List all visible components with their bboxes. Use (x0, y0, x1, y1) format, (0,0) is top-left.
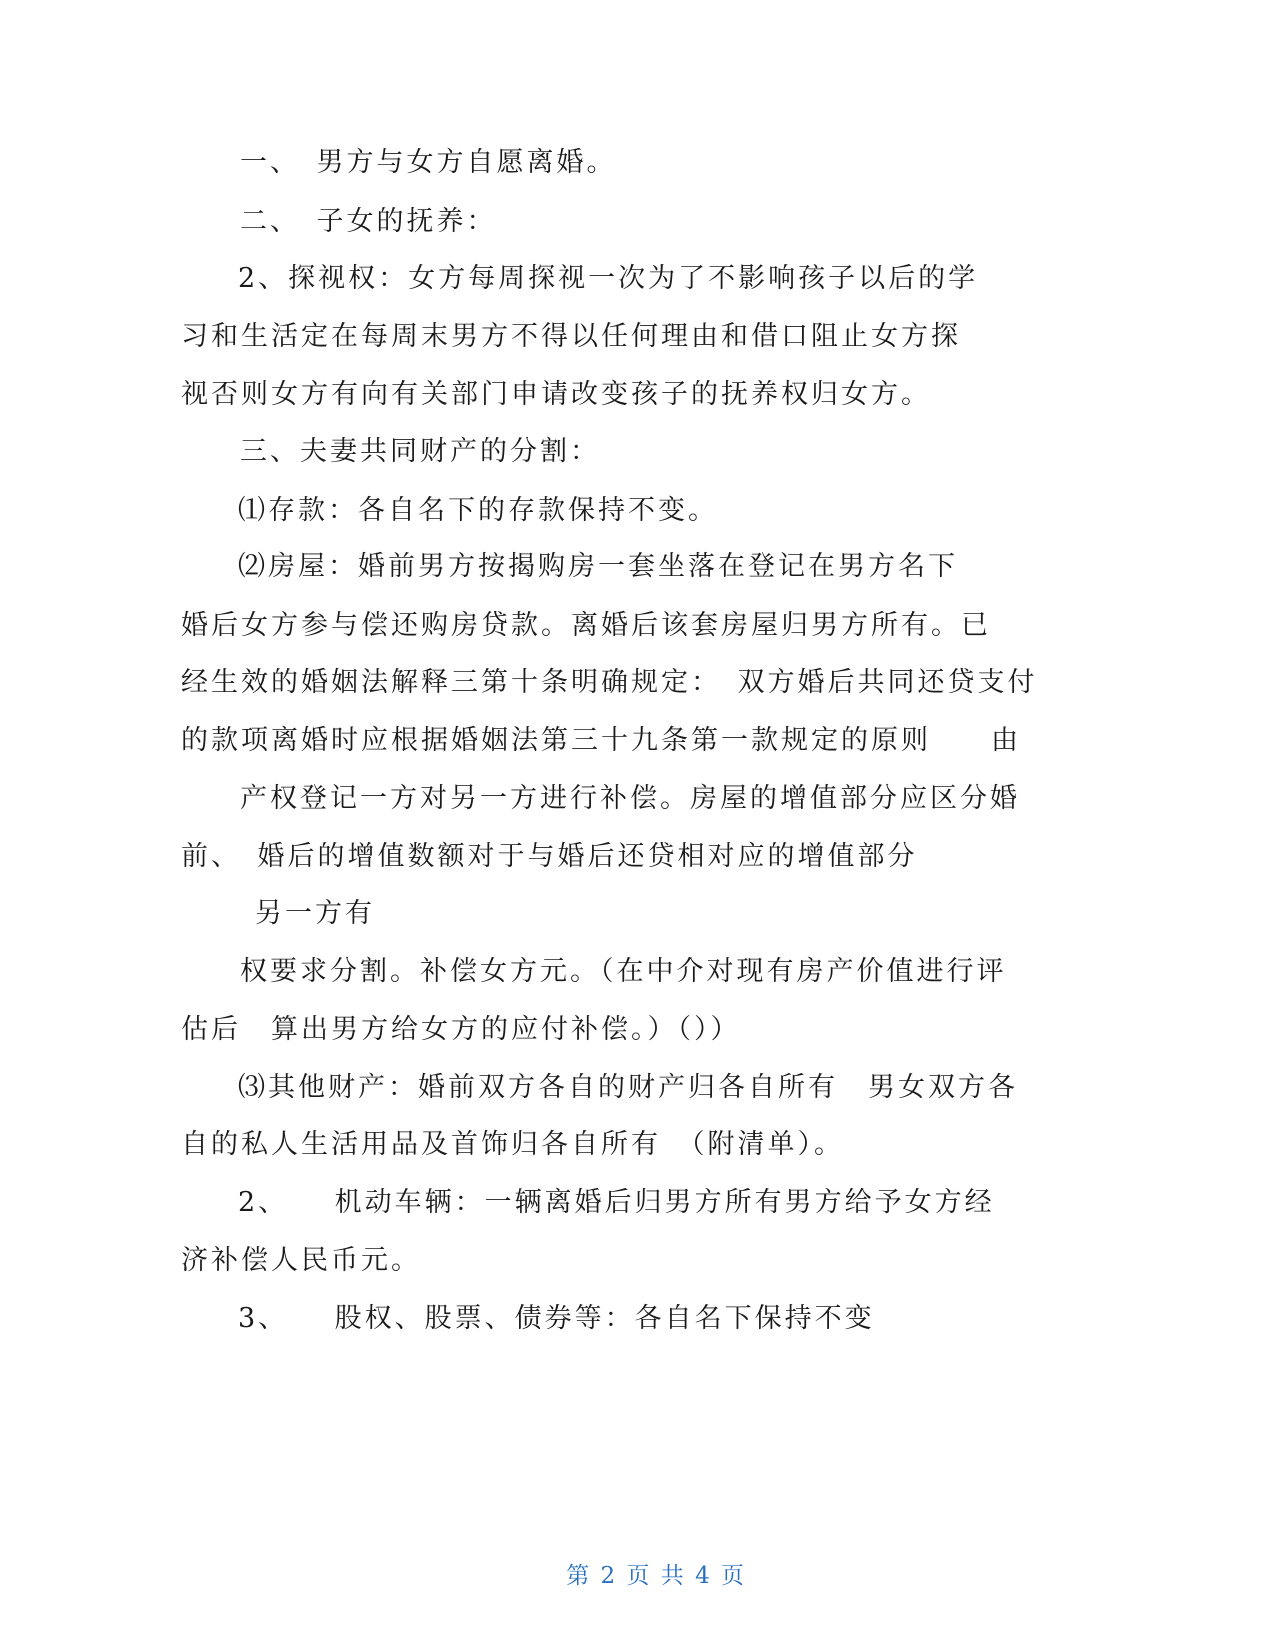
securities-line: 3、 股权、股票、债券等：各自名下保持不变 (238, 1303, 875, 1334)
house-line-9: 估后 算出男方给女方的应付补偿。）（）） (181, 1014, 741, 1045)
page-footer (0, 1531, 1275, 1616)
house-line-5: 产权登记一方对另一方进行补偿。房屋的增值部分应区分婚 (240, 783, 1020, 814)
other-property-line-2: 自的私人生活用品及首饰归各自所有 （附清单）。 (181, 1129, 844, 1160)
savings-line: ⑴存款：各自名下的存款保持不变。 (238, 495, 718, 526)
house-line-6: 前、 婚后的增值数额对于与婚后还贷相对应的增值部分 (181, 841, 918, 872)
clause-1: 一、 男方与女方自愿离婚。 (240, 147, 617, 178)
clause-2-heading: 二、 子女的抚养： (240, 206, 497, 237)
house-line-8: 权要求分割。补偿女方元。（在中介对现有房产价值进行评 (240, 956, 1007, 987)
house-line-2: 婚后女方参与偿还购房贷款。离婚后该套房屋归男方所有。已 (181, 610, 991, 641)
vehicle-line-1: 2、 机动车辆：一辆离婚后归男方所有男方给予女方经 (238, 1187, 995, 1218)
other-property-line-1: ⑶其他财产：婚前双方各自的财产归各自所有 男女双方各 (238, 1072, 1018, 1103)
house-line-3: 经生效的婚姻法解释三第十条明确规定： 双方婚后共同还贷支付 (181, 667, 1038, 698)
visitation-line-2: 习和生活定在每周末男方不得以任何理由和借口阻止女方探 (181, 321, 961, 352)
visitation-line-1: 2、探视权：女方每周探视一次为了不影响孩子以后的学 (238, 263, 979, 294)
house-line-1: ⑵房屋：婚前男方按揭购房一套坐落在登记在男方名下 (238, 551, 958, 582)
visitation-line-3: 视否则女方有向有关部门申请改变孩子的抚养权归女方。 (181, 379, 931, 410)
house-line-4: 的款项离婚时应根据婚姻法第三十九条第一款规定的原则 由 (181, 725, 1021, 756)
vehicle-line-2: 济补偿人民币元。 (181, 1245, 421, 1276)
page-number-label: 第 2 页 共 4 页 (566, 1563, 747, 1589)
clause-3-heading: 三、夫妻共同财产的分割： (240, 436, 600, 467)
house-line-7: 另一方有 (255, 898, 375, 929)
